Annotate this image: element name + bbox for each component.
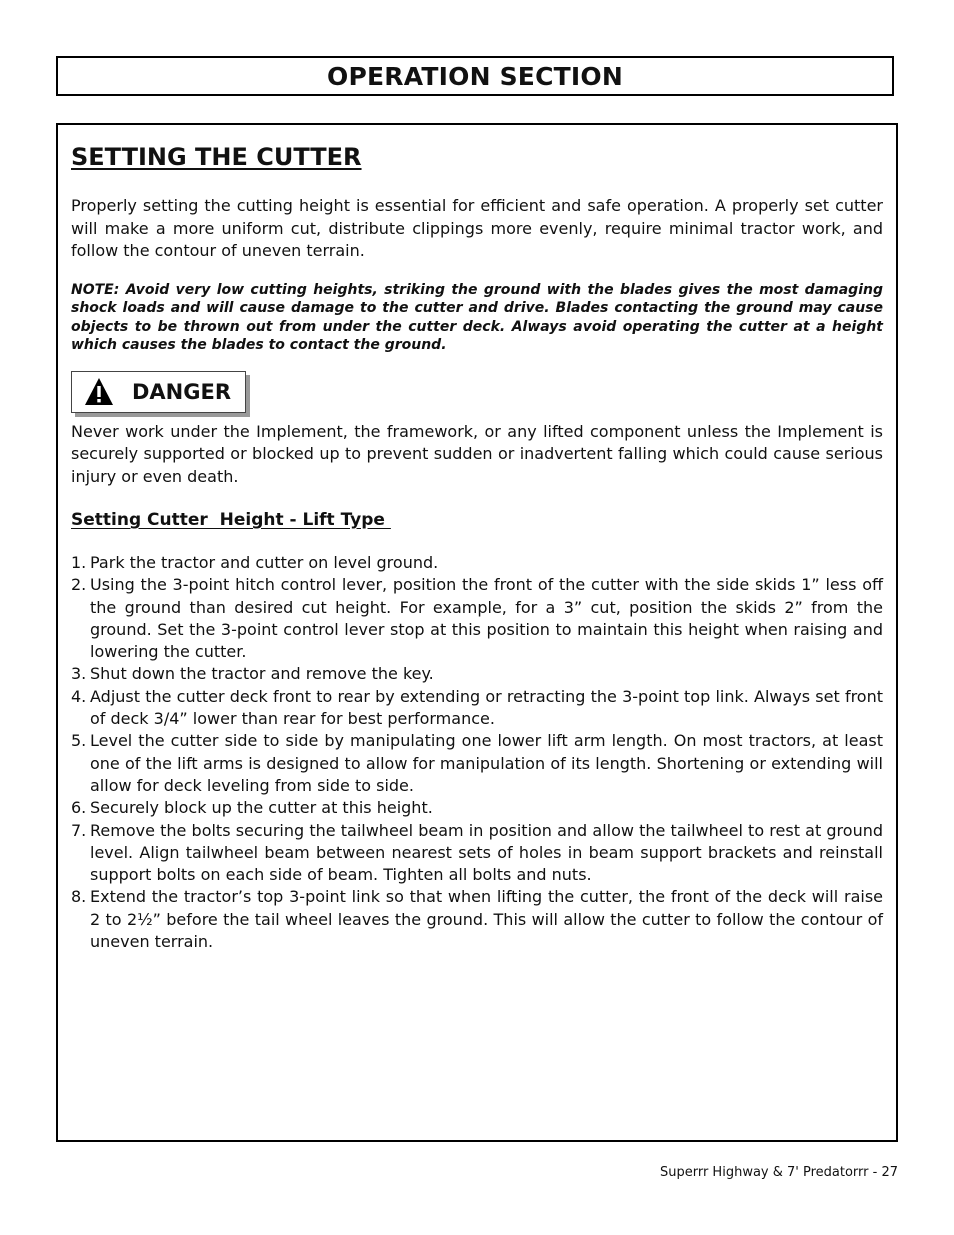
- warning-triangle-icon: [84, 377, 114, 407]
- page-footer: Superrr Highway & 7' Predatorrr - 27: [659, 1165, 898, 1180]
- step-text: Shut down the tractor and remove the key.: [90, 664, 434, 684]
- step-number: 4.: [71, 686, 87, 706]
- list-item: [71, 574, 883, 663]
- step-text: Extend the tractor’s top 3-point link so that when lifting the cutter, the front of the deck will raise 2 to 2½” before the tail wheel leaves the ground. This will allow the cutter to follow the contour of uneven terrain.: [90, 887, 883, 952]
- list-item: [71, 820, 883, 887]
- step-text: Using the 3-point hitch control lever, position the front of the cutter with the side skids 1” less off the ground than desired cut height. For example, for a 3” cut, position the skids 2” from the ground. Set the 3-point control lever stop at this position to maintain this height when raising and lowering the cutter.: [90, 575, 883, 662]
- list-item: [71, 663, 883, 685]
- step-text: Securely block up the cutter at this height.: [90, 798, 433, 818]
- list-item: [71, 552, 883, 574]
- step-text: Park the tractor and cutter on level ground.: [90, 553, 439, 572]
- section-header-box: [56, 56, 894, 96]
- step-number: 1.: [71, 553, 87, 572]
- danger-badge: [71, 371, 246, 413]
- step-number: 6.: [71, 798, 87, 818]
- list-item: [71, 730, 883, 797]
- step-number: 2.: [71, 575, 87, 595]
- note-paragraph: NOTE: Avoid very low cutting heights, striking the ground with the blades gives the most damaging shock loads and will cause damage to the cutter and drive. Blades contacting the ground may cause objects to be thrown out from under the cutter deck. Always avoid operating the cutter at a height which causes the blades to contact the ground.: [71, 281, 883, 353]
- step-number: 5.: [71, 731, 87, 751]
- content-box: [56, 123, 898, 1142]
- step-number: 7.: [71, 820, 87, 840]
- step-text: Remove the bolts securing the tailwheel beam in position and allow the tailwheel to rest at ground level. Align tailwheel beam between nearest sets of holes in beam support brackets and reinstall support bolts on each side of beam. Tighten all bolts and nuts.: [90, 820, 883, 885]
- danger-label: DANGER: [132, 379, 232, 404]
- step-number: 8.: [71, 887, 87, 907]
- list-item: [71, 797, 883, 819]
- page-title: SETTING THE CUTTER: [71, 143, 362, 171]
- step-number: 3.: [71, 664, 87, 684]
- step-text: Level the cutter side to side by manipulating one lower lift arm length. On most tractors, at least one of the lift arms is designed to allow for manipulation of its length. Shortening or extending will allow for deck leveling from side to side.: [90, 731, 883, 795]
- intro-paragraph: Properly setting the cutting height is essential for efficient and safe operation. A properly set cutter will make a more uniform cut, distribute clippings more evenly, require minimal tractor work, and follow the contour of uneven terrain.: [71, 196, 883, 260]
- danger-paragraph: Never work under the Implement, the framework, or any lifted component unless the Implement is securely supported or blocked up to prevent sudden or inadvertent falling which could cause serious injury or even death.: [71, 421, 883, 486]
- list-item: [71, 886, 883, 953]
- step-text: Adjust the cutter deck front to rear by extending or retracting the 3-point top link. Always set front of deck 3/4” lower than rear for best performance.: [90, 686, 883, 729]
- section-header-title: OPERATION SECTION: [327, 61, 623, 91]
- subheading-lift-type: Setting Cutter Height - Lift Type: [71, 510, 391, 530]
- steps-list: [71, 552, 883, 953]
- list-item: [71, 686, 883, 731]
